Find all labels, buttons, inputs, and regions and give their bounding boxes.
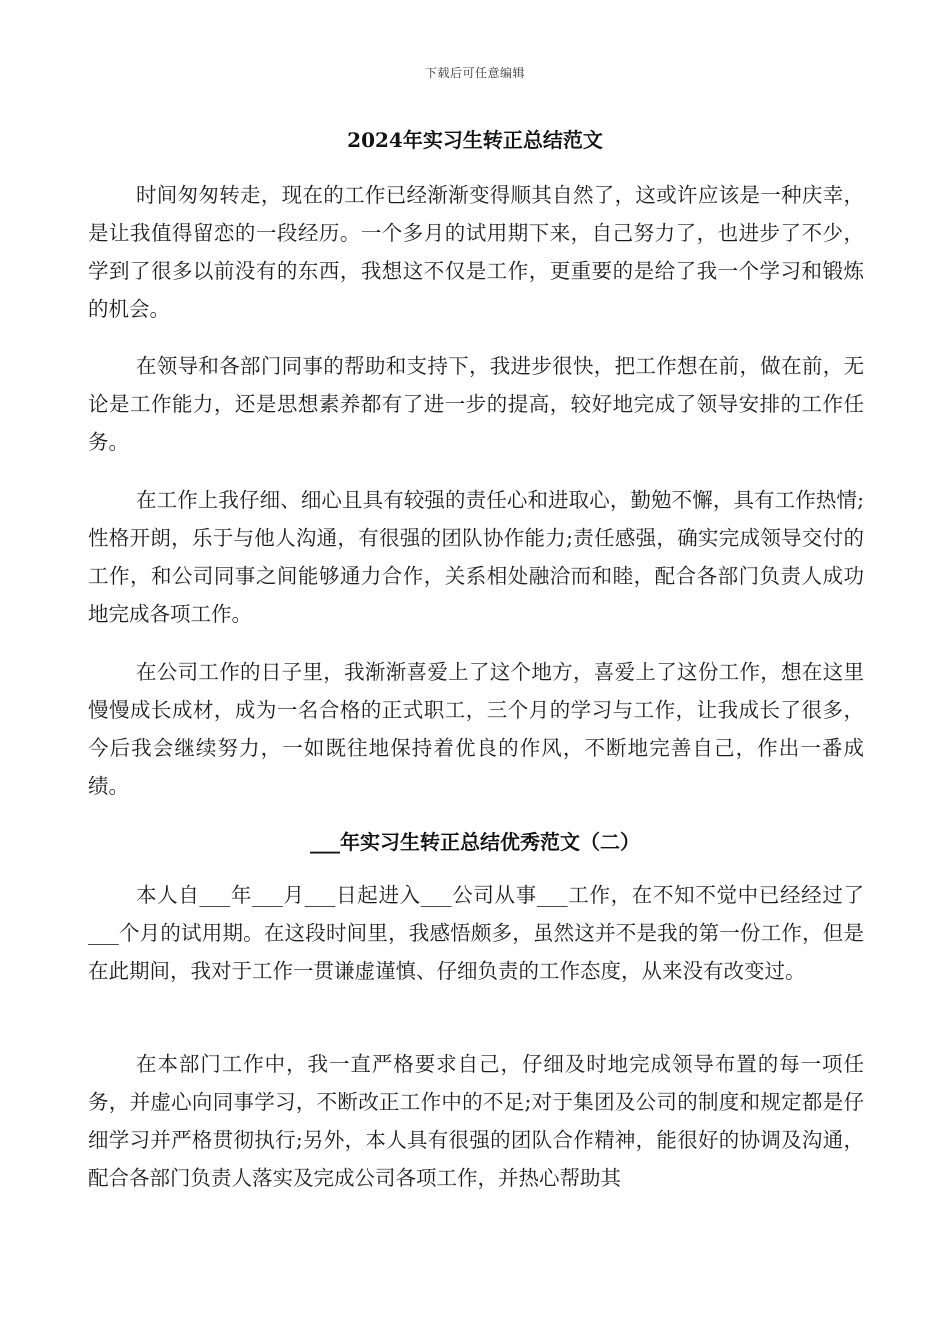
header-note: 下载后可任意编辑 xyxy=(424,66,525,80)
paragraph: 本人自___年___月___日起进入___公司从事___工作，在不知不觉中已经经过了___个月的试用期。在这段时间里，我感悟颇多，虽然这并不是我的第一份工作，但是在此期间，我对于工作一贯谦虚谨慎、仔细负责的工作态度，从来没有改变过。 xyxy=(88,883,864,983)
document-title: 2024年实习生转正总结范文 xyxy=(347,128,603,152)
paragraph: 在工作上我仔细、细心且具有较强的责任心和进取心，勤勉不懈，具有工作热情;性格开朗，乐于与他人沟通，有很强的团队协作能力;责任感强，确实完成领导交付的工作，和公司同事之间能够通力合作，关系相处融洽而和睦，配合各部门负责人成功地完成各项工作。 xyxy=(88,488,864,626)
paragraph: 在公司工作的日子里，我渐渐喜爱上了这个地方，喜爱上了这份工作，想在这里慢慢成长成材，成为一名合格的正式职工，三个月的学习与工作，让我成长了很多，今后我会继续努力，一如既往地保持着优良的作风，不断地完善自己，作出一番成绩。 xyxy=(88,660,864,798)
paragraph: 时间匆匆转走，现在的工作已经渐渐变得顺其自然了，这或许应该是一种庆幸，是让我值得留恋的一段经历。一个多月的试用期下来，自己努力了，也进步了不少，学到了很多以前没有的东西，我想这不仅是工作，更重要的是给了我一个学习和锻炼的机会。 xyxy=(88,183,864,321)
section-title: ___年实习生转正总结优秀范文（二） xyxy=(310,830,640,854)
paragraph: 在本部门工作中，我一直严格要求自己，仔细及时地完成领导布置的每一项任务，并虚心向同事学习，不断改正工作中的不足;对于集团及公司的制度和规定都是仔细学习并严格贯彻执行;另外，本人具有很强的团队合作精神，能很好的协调及沟通，配合各部门负责人落实及完成公司各项工作，并热心帮助其 xyxy=(88,1052,864,1190)
paragraph: 在领导和各部门同事的帮助和支持下，我进步很快，把工作想在前，做在前，无论是工作能力，还是思想素养都有了进一步的提高，较好地完成了领导安排的工作任务。 xyxy=(88,354,864,454)
